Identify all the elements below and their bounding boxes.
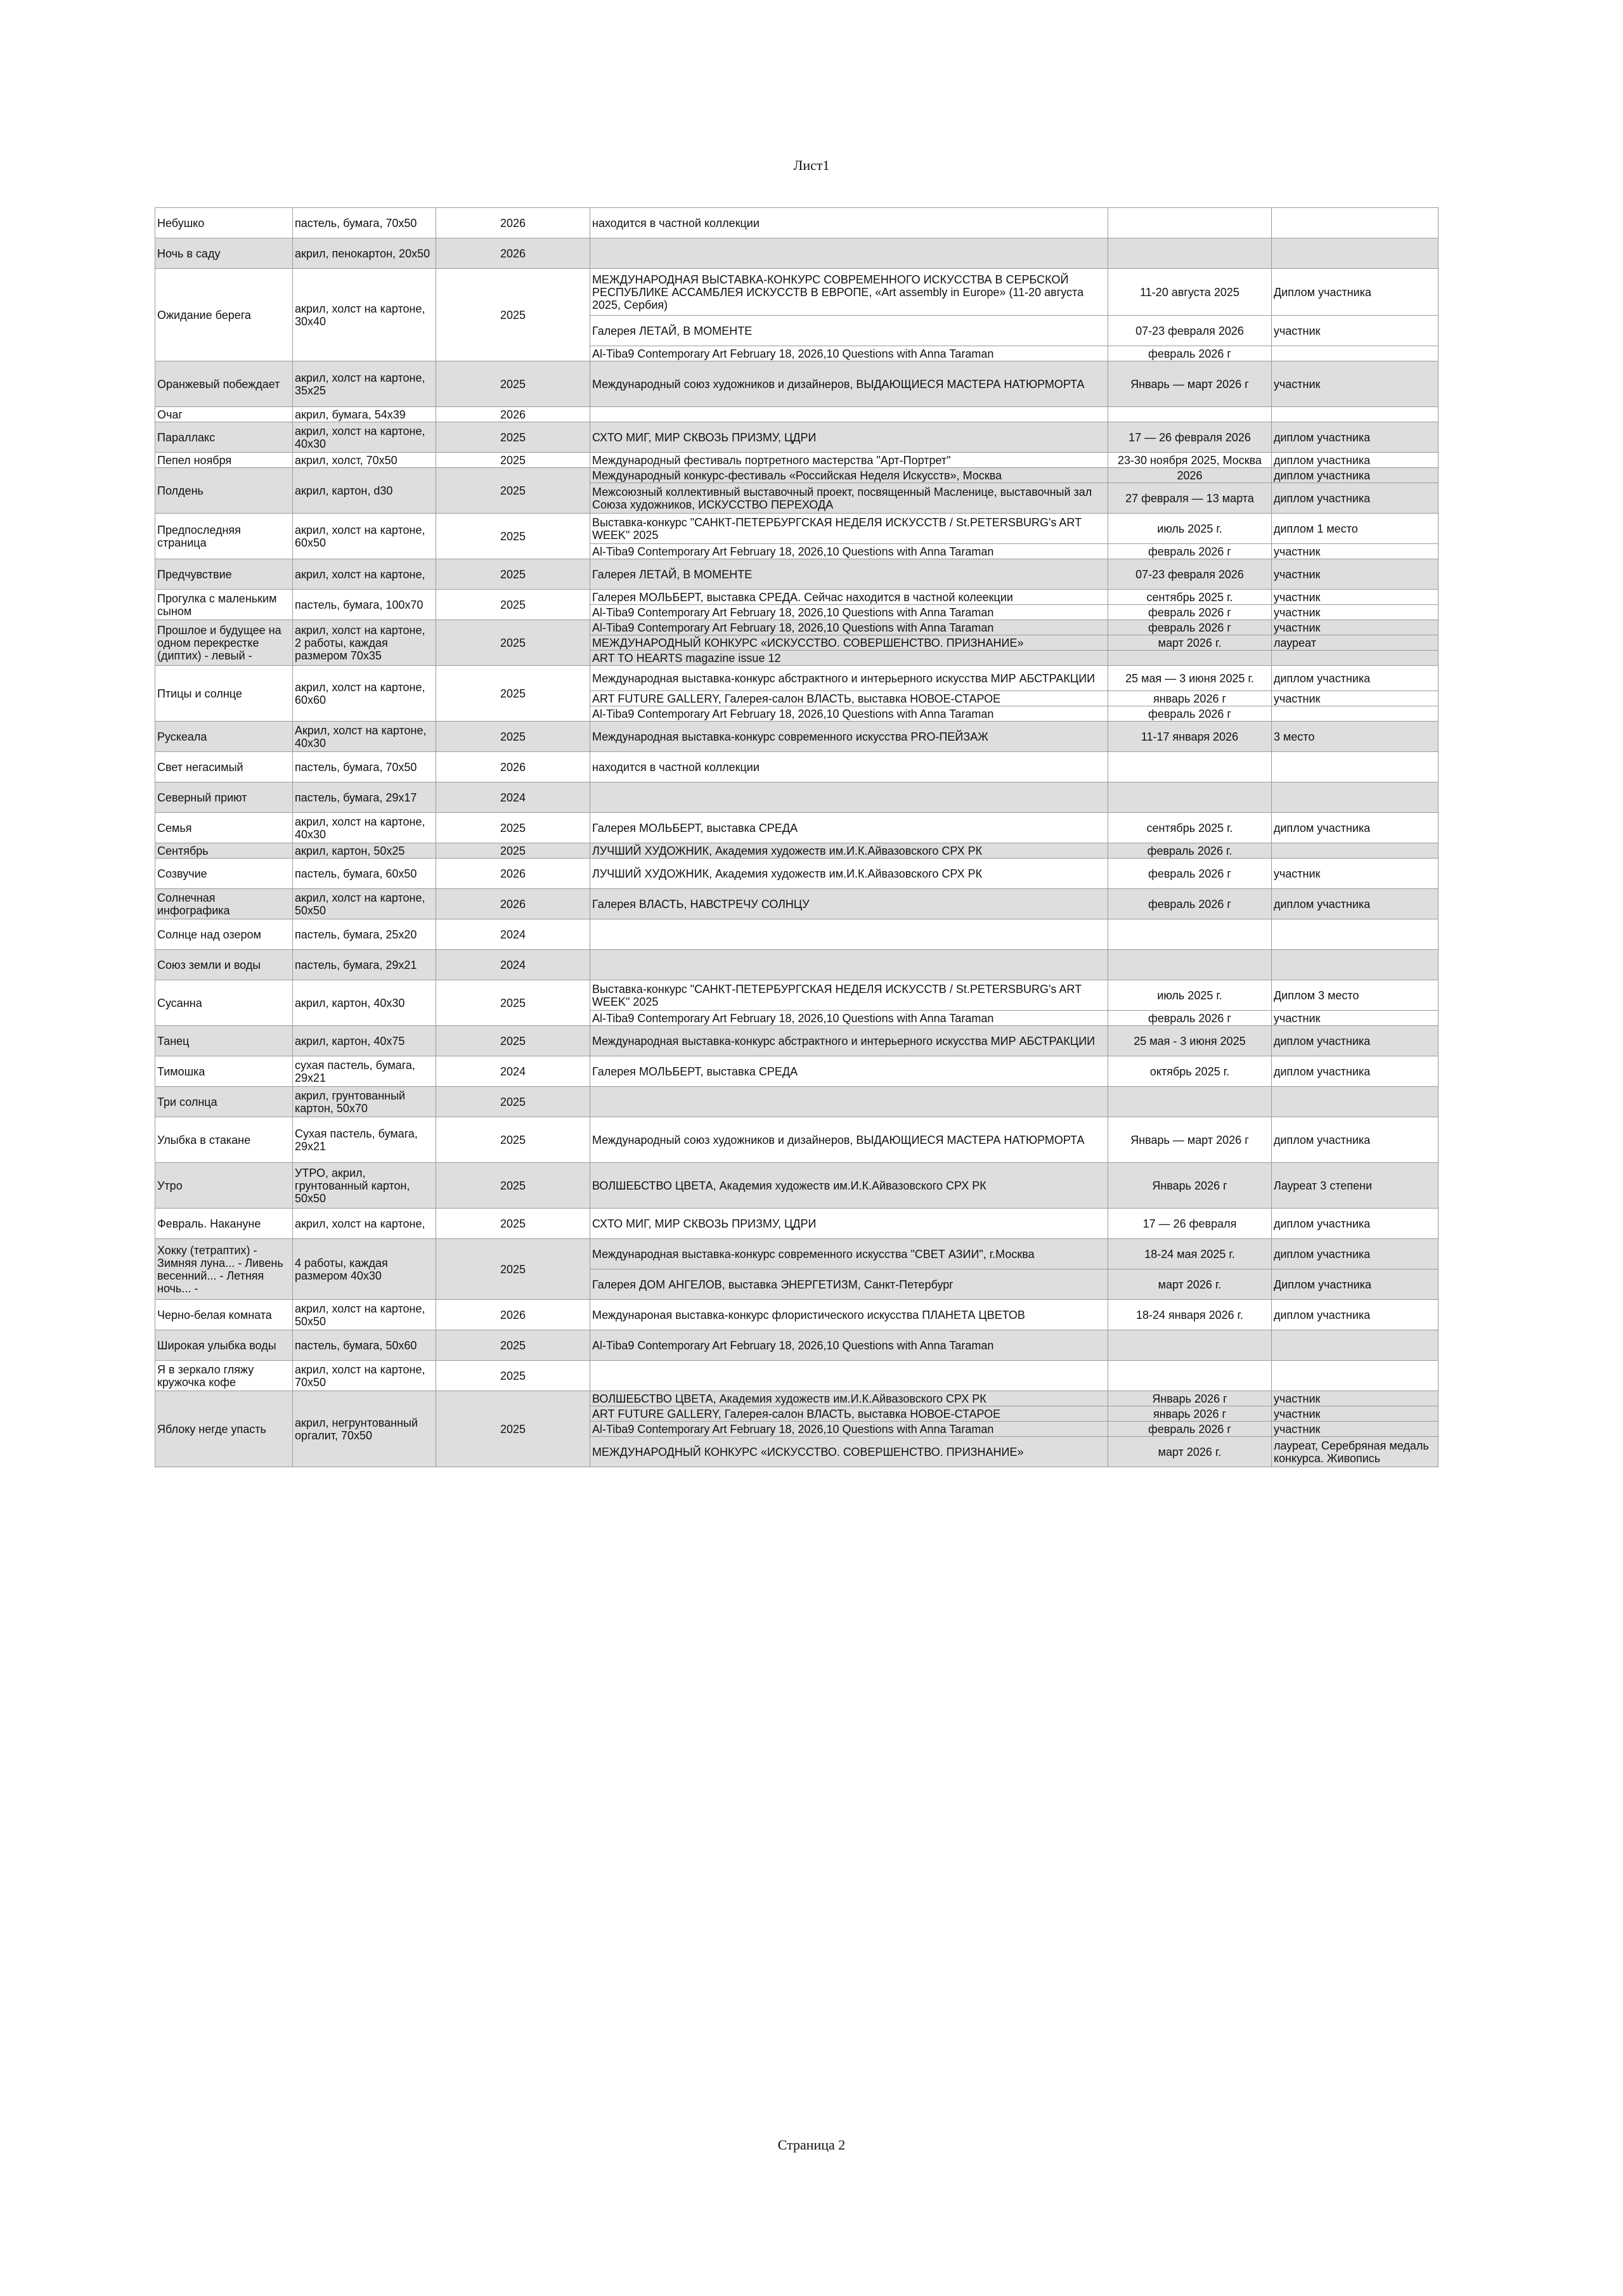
- year-cell: 2025: [436, 1026, 590, 1056]
- date-cell: март 2026 г.: [1108, 1437, 1272, 1467]
- material-cell: акрил, холст на картоне,: [293, 1209, 436, 1239]
- material-cell: акрил, холст на картоне,: [293, 559, 436, 590]
- event-cell: МЕЖДУНАРОДНЫЙ КОНКУРС «ИСКУССТВО. СОВЕРШЕНСТВО. ПРИЗНАНИЕ»: [590, 635, 1108, 651]
- year-cell: 2025: [436, 980, 590, 1026]
- table-row: [155, 859, 1439, 889]
- table-row: [155, 590, 1439, 605]
- artwork-title-cell: Семья: [155, 813, 293, 843]
- date-cell: [1108, 950, 1272, 980]
- result-cell: диплом участника: [1272, 1239, 1439, 1269]
- material-cell: акрил, бумага, 54х39: [293, 407, 436, 422]
- year-cell: 2026: [436, 752, 590, 782]
- table-row: [155, 1163, 1439, 1209]
- year-cell: 2025: [436, 590, 590, 620]
- artwork-title-cell: Три солнца: [155, 1087, 293, 1117]
- material-cell: акрил, холст на картоне, 30х40: [293, 269, 436, 361]
- date-cell: 07-23 февраля 2026: [1108, 316, 1272, 346]
- table-row: [155, 722, 1439, 752]
- year-cell: 2025: [436, 514, 590, 559]
- result-cell: диплом участника: [1272, 666, 1439, 691]
- artwork-title-cell: Птицы и солнце: [155, 666, 293, 722]
- date-cell: январь 2026 г: [1108, 1406, 1272, 1422]
- result-cell: диплом участника: [1272, 422, 1439, 453]
- date-cell: 11-20 августа 2025: [1108, 269, 1272, 316]
- material-cell: акрил, холст на картоне, 50х50: [293, 889, 436, 919]
- date-cell: [1108, 407, 1272, 422]
- artwork-title-cell: Ожидание берега: [155, 269, 293, 361]
- year-cell: 2025: [436, 722, 590, 752]
- event-cell: Галерея ЛЕТАЙ, В МОМЕНТЕ: [590, 316, 1108, 346]
- date-cell: 18-24 января 2026 г.: [1108, 1300, 1272, 1330]
- table-row: [155, 514, 1439, 544]
- year-cell: 2025: [436, 1239, 590, 1300]
- result-cell: [1272, 208, 1439, 238]
- result-cell: участник: [1272, 1422, 1439, 1437]
- event-cell: ЛУЧШИЙ ХУДОЖНИК, Академия художеств им.И.К.Айвазовского СРХ РК: [590, 843, 1108, 859]
- result-cell: лауреат, Серебряная медаль конкурса. Живопись: [1272, 1437, 1439, 1467]
- date-cell: 23-30 ноября 2025, Москва: [1108, 453, 1272, 468]
- artwork-title-cell: Прошлое и будущее на одном перекрестке (диптих) - левый -: [155, 620, 293, 666]
- result-cell: 3 место: [1272, 722, 1439, 752]
- material-cell: акрил, картон, 50х25: [293, 843, 436, 859]
- event-cell: Международная выставка-конкурс современного искусства PRO-ПЕЙЗАЖ: [590, 722, 1108, 752]
- date-cell: сентябрь 2025 г.: [1108, 590, 1272, 605]
- result-cell: [1272, 752, 1439, 782]
- date-cell: 27 февраля — 13 марта: [1108, 483, 1272, 514]
- date-cell: [1108, 1330, 1272, 1361]
- date-cell: февраль 2026 г: [1108, 1422, 1272, 1437]
- date-cell: Январь 2026 г: [1108, 1391, 1272, 1406]
- event-cell: Al-Tiba9 Contemporary Art February 18, 2026,10 Questions with Anna Taraman: [590, 706, 1108, 722]
- artwork-title-cell: Я в зеркало гляжу кружочка кофе: [155, 1361, 293, 1391]
- year-cell: 2025: [436, 1117, 590, 1163]
- sheet-title: Лист1: [793, 157, 830, 173]
- result-cell: диплом участника: [1272, 483, 1439, 514]
- event-cell: СХТО МИГ, МИР СКВОЗЬ ПРИЗМУ, ЦДРИ: [590, 422, 1108, 453]
- year-cell: 2026: [436, 407, 590, 422]
- result-cell: диплом участника: [1272, 1026, 1439, 1056]
- material-cell: пастель, бумага, 70х50: [293, 208, 436, 238]
- event-cell: Выставка-конкурс "САНКТ-ПЕТЕРБУРГСКАЯ НЕДЕЛЯ ИСКУССТВ / St.PETERSBURG's ART WEEK" 2025: [590, 514, 1108, 544]
- material-cell: пастель, бумага, 50х60: [293, 1330, 436, 1361]
- result-cell: [1272, 843, 1439, 859]
- date-cell: [1108, 238, 1272, 269]
- date-cell: июль 2025 г.: [1108, 980, 1272, 1011]
- material-cell: пастель, бумага, 25х20: [293, 919, 436, 950]
- table-row: [155, 919, 1439, 950]
- result-cell: диплом участника: [1272, 813, 1439, 843]
- artwork-title-cell: Небушко: [155, 208, 293, 238]
- result-cell: лауреат: [1272, 635, 1439, 651]
- material-cell: акрил, холст на картоне, 35х25: [293, 361, 436, 407]
- material-cell: акрил, холст на картоне, 50х50: [293, 1300, 436, 1330]
- result-cell: диплом участника: [1272, 1209, 1439, 1239]
- year-cell: 2025: [436, 843, 590, 859]
- table-row: [155, 468, 1439, 483]
- material-cell: Акрил, холст на картоне, 40х30: [293, 722, 436, 752]
- event-cell: Al-Tiba9 Contemporary Art February 18, 2026,10 Questions with Anna Taraman: [590, 544, 1108, 559]
- event-cell: ART TO HEARTS magazine issue 12: [590, 651, 1108, 666]
- result-cell: [1272, 919, 1439, 950]
- artwork-title-cell: Северный приют: [155, 782, 293, 813]
- event-cell: ART FUTURE GALLERY, Галерея-салон ВЛАСТЬ, выставка НОВОЕ-СТАРОЕ: [590, 691, 1108, 706]
- artwork-title-cell: Параллакс: [155, 422, 293, 453]
- year-cell: 2024: [436, 950, 590, 980]
- event-cell: Al-Tiba9 Contemporary Art February 18, 2026,10 Questions with Anna Taraman: [590, 1330, 1108, 1361]
- date-cell: февраль 2026 г: [1108, 1011, 1272, 1026]
- material-cell: пастель, бумага, 29х17: [293, 782, 436, 813]
- event-cell: ЛУЧШИЙ ХУДОЖНИК, Академия художеств им.И.К.Айвазовского СРХ РК: [590, 859, 1108, 889]
- table-row: [155, 1330, 1439, 1361]
- result-cell: [1272, 651, 1439, 666]
- result-cell: [1272, 706, 1439, 722]
- result-cell: участник: [1272, 1406, 1439, 1422]
- result-cell: участник: [1272, 691, 1439, 706]
- material-cell: 4 работы, каждая размером 40х30: [293, 1239, 436, 1300]
- artwork-title-cell: Пепел ноября: [155, 453, 293, 468]
- date-cell: февраль 2026 г: [1108, 706, 1272, 722]
- event-cell: [590, 782, 1108, 813]
- material-cell: пастель, бумага, 60х50: [293, 859, 436, 889]
- result-cell: [1272, 782, 1439, 813]
- event-cell: [590, 1361, 1108, 1391]
- event-cell: Al-Tiba9 Contemporary Art February 18, 2026,10 Questions with Anna Taraman: [590, 605, 1108, 620]
- artwork-title-cell: Предпоследняя страница: [155, 514, 293, 559]
- material-cell: Сухая пастель, бумага, 29х21: [293, 1117, 436, 1163]
- year-cell: 2025: [436, 1391, 590, 1467]
- date-cell: [1108, 1361, 1272, 1391]
- year-cell: 2025: [436, 361, 590, 407]
- material-cell: акрил, холст на картоне, 70х50: [293, 1361, 436, 1391]
- event-cell: Международный союз художников и дизайнеров, ВЫДАЮЩИЕСЯ МАСТЕРА НАТЮРМОРТА: [590, 1117, 1108, 1163]
- material-cell: акрил, холст на картоне, 40х30: [293, 422, 436, 453]
- event-cell: Международная выставка-конкурс абстрактного и интерьерного искусства МИР АБСТРАКЦИИ: [590, 1026, 1108, 1056]
- year-cell: 2026: [436, 1300, 590, 1330]
- year-cell: 2025: [436, 1163, 590, 1209]
- event-cell: Международный фестиваль портретного мастерства "Арт-Портрет": [590, 453, 1108, 468]
- artwork-title-cell: Сусанна: [155, 980, 293, 1026]
- material-cell: акрил, холст на картоне, 2 работы, каждая размером 70х35: [293, 620, 436, 666]
- material-cell: акрил, картон, d30: [293, 468, 436, 514]
- date-cell: февраль 2026 г: [1108, 859, 1272, 889]
- material-cell: УТРО, акрил, грунтованный картон, 50х50: [293, 1163, 436, 1209]
- event-cell: [590, 950, 1108, 980]
- result-cell: участник: [1272, 544, 1439, 559]
- artwork-title-cell: Сентябрь: [155, 843, 293, 859]
- date-cell: март 2026 г.: [1108, 635, 1272, 651]
- result-cell: участник: [1272, 559, 1439, 590]
- event-cell: МЕЖДУНАРОДНАЯ ВЫСТАВКА-КОНКУРС СОВРЕМЕННОГО ИСКУССТВА В СЕРБСКОЙ РЕСПУБЛИКЕ АССАМБЛЕЯ ИСКУССТВ В ЕВРОПЕ, «Art assembly in Europe» (11-20 августа 2025, Сербия): [590, 269, 1108, 316]
- result-cell: [1272, 1361, 1439, 1391]
- material-cell: акрил, пенокартон, 20х50: [293, 238, 436, 269]
- result-cell: диплом 1 место: [1272, 514, 1439, 544]
- year-cell: 2026: [436, 889, 590, 919]
- year-cell: 2025: [436, 1087, 590, 1117]
- artwork-title-cell: Широкая улыбка воды: [155, 1330, 293, 1361]
- table-row: [155, 422, 1439, 453]
- date-cell: сентябрь 2025 г.: [1108, 813, 1272, 843]
- table-row: [155, 238, 1439, 269]
- artwork-title-cell: Оранжевый побеждает: [155, 361, 293, 407]
- artwork-title-cell: Черно-белая комната: [155, 1300, 293, 1330]
- year-cell: 2026: [436, 238, 590, 269]
- date-cell: 2026: [1108, 468, 1272, 483]
- artwork-title-cell: Улыбка в стакане: [155, 1117, 293, 1163]
- event-cell: Галерея МОЛЬБЕРТ, выставка СРЕДА: [590, 1056, 1108, 1087]
- event-cell: [590, 919, 1108, 950]
- date-cell: [1108, 782, 1272, 813]
- event-cell: Галерея МОЛЬБЕРТ, выставка СРЕДА. Сейчас находится в частной колеекции: [590, 590, 1108, 605]
- result-cell: участник: [1272, 1391, 1439, 1406]
- material-cell: акрил, холст на картоне, 60х60: [293, 666, 436, 722]
- result-cell: Лауреат 3 степени: [1272, 1163, 1439, 1209]
- year-cell: 2025: [436, 468, 590, 514]
- table-row: [155, 980, 1439, 1011]
- event-cell: МЕЖДУНАРОДНЫЙ КОНКУРС «ИСКУССТВО. СОВЕРШЕНСТВО. ПРИЗНАНИЕ»: [590, 1437, 1108, 1467]
- event-cell: [590, 1087, 1108, 1117]
- date-cell: февраль 2026 г: [1108, 889, 1272, 919]
- result-cell: диплом участника: [1272, 1117, 1439, 1163]
- result-cell: [1272, 346, 1439, 361]
- event-cell: Al-Tiba9 Contemporary Art February 18, 2026,10 Questions with Anna Taraman: [590, 1422, 1108, 1437]
- date-cell: 11-17 января 2026: [1108, 722, 1272, 752]
- event-cell: [590, 238, 1108, 269]
- result-cell: [1272, 407, 1439, 422]
- year-cell: 2024: [436, 782, 590, 813]
- date-cell: Январь 2026 г: [1108, 1163, 1272, 1209]
- table-row: [155, 559, 1439, 590]
- artwork-title-cell: Прогулка с маленьким сыном: [155, 590, 293, 620]
- date-cell: [1108, 752, 1272, 782]
- date-cell: январь 2026 г: [1108, 691, 1272, 706]
- material-cell: акрил, холст на картоне, 40х30: [293, 813, 436, 843]
- year-cell: 2026: [436, 859, 590, 889]
- material-cell: акрил, негрунтованный оргалит, 70х50: [293, 1391, 436, 1467]
- date-cell: Январь — март 2026 г: [1108, 1117, 1272, 1163]
- year-cell: 2025: [436, 269, 590, 361]
- material-cell: пастель, бумага, 100х70: [293, 590, 436, 620]
- event-cell: Международная выставка-конкурс абстрактного и интерьерного искусства МИР АБСТРАКЦИИ: [590, 666, 1108, 691]
- date-cell: февраль 2026 г.: [1108, 843, 1272, 859]
- date-cell: 07-23 февраля 2026: [1108, 559, 1272, 590]
- year-cell: 2025: [436, 813, 590, 843]
- result-cell: Диплом 3 место: [1272, 980, 1439, 1011]
- event-cell: Межсоюзный коллективный выставочный проект, посвященный Масленице, выставочный зал Союза художников, ИСКУССТВО ПЕРЕХОДА: [590, 483, 1108, 514]
- artwork-title-cell: Хокку (тетраптих) - Зимняя луна... - Ливень весенний... - Летняя ночь... -: [155, 1239, 293, 1300]
- result-cell: участник: [1272, 620, 1439, 635]
- event-cell: Выставка-конкурс "САНКТ-ПЕТЕРБУРГСКАЯ НЕДЕЛЯ ИСКУССТВ / St.PETERSBURG's ART WEEK" 2025: [590, 980, 1108, 1011]
- table-row: [155, 361, 1439, 407]
- result-cell: [1272, 238, 1439, 269]
- works-table: [155, 207, 1439, 1467]
- year-cell: 2025: [436, 1330, 590, 1361]
- event-cell: Галерея ДОМ АНГЕЛОВ, выставка ЭНЕРГЕТИЗМ, Санкт-Петербург: [590, 1269, 1108, 1300]
- event-cell: СХТО МИГ, МИР СКВОЗЬ ПРИЗМУ, ЦДРИ: [590, 1209, 1108, 1239]
- event-cell: находится в частной коллекции: [590, 752, 1108, 782]
- event-cell: Галерея ЛЕТАЙ, В МОМЕНТЕ: [590, 559, 1108, 590]
- table-row: [155, 208, 1439, 238]
- works-table-body: [155, 208, 1439, 1467]
- event-cell: находится в частной коллекции: [590, 208, 1108, 238]
- artwork-title-cell: Союз земли и воды: [155, 950, 293, 980]
- artwork-title-cell: Ночь в саду: [155, 238, 293, 269]
- table-row: [155, 1300, 1439, 1330]
- event-cell: Международный союз художников и дизайнеров, ВЫДАЮЩИЕСЯ МАСТЕРА НАТЮРМОРТА: [590, 361, 1108, 407]
- artwork-title-cell: Полдень: [155, 468, 293, 514]
- table-row: [155, 1026, 1439, 1056]
- artwork-title-cell: Солнечная инфографика: [155, 889, 293, 919]
- artwork-title-cell: Очаг: [155, 407, 293, 422]
- table-row: [155, 269, 1439, 316]
- date-cell: 25 мая - 3 июня 2025: [1108, 1026, 1272, 1056]
- table-row: [155, 752, 1439, 782]
- event-cell: ART FUTURE GALLERY, Галерея-салон ВЛАСТЬ, выставка НОВОЕ-СТАРОЕ: [590, 1406, 1108, 1422]
- table-row: [155, 407, 1439, 422]
- date-cell: Январь — март 2026 г: [1108, 361, 1272, 407]
- result-cell: участник: [1272, 859, 1439, 889]
- table-row: [155, 666, 1439, 691]
- table-row: [155, 889, 1439, 919]
- result-cell: диплом участника: [1272, 453, 1439, 468]
- event-cell: ВОЛШЕБСТВО ЦВЕТА, Академия художеств им.И.К.Айвазовского СРХ РК: [590, 1391, 1108, 1406]
- table-row: [155, 843, 1439, 859]
- result-cell: [1272, 950, 1439, 980]
- date-cell: 18-24 мая 2025 г.: [1108, 1239, 1272, 1269]
- year-cell: 2025: [436, 422, 590, 453]
- result-cell: Диплом участника: [1272, 269, 1439, 316]
- artwork-title-cell: Предчувствие: [155, 559, 293, 590]
- material-cell: акрил, грунтованный картон, 50х70: [293, 1087, 436, 1117]
- result-cell: [1272, 1330, 1439, 1361]
- year-cell: 2025: [436, 1209, 590, 1239]
- material-cell: акрил, холст на картоне, 60х50: [293, 514, 436, 559]
- artwork-title-cell: Солнце над озером: [155, 919, 293, 950]
- result-cell: Диплом участника: [1272, 1269, 1439, 1300]
- year-cell: 2025: [436, 559, 590, 590]
- date-cell: 25 мая — 3 июня 2025 г.: [1108, 666, 1272, 691]
- year-cell: 2025: [436, 666, 590, 722]
- event-cell: ВОЛШЕБСТВО ЦВЕТА, Академия художеств им.И.К.Айвазовского СРХ РК: [590, 1163, 1108, 1209]
- table-row: [155, 1361, 1439, 1391]
- table-row: [155, 620, 1439, 635]
- date-cell: февраль 2026 г: [1108, 544, 1272, 559]
- material-cell: акрил, холст, 70х50: [293, 453, 436, 468]
- event-cell: [590, 407, 1108, 422]
- result-cell: участник: [1272, 605, 1439, 620]
- event-cell: Междунароная выставка-конкурс флористического искусства ПЛАНЕТА ЦВЕТОВ: [590, 1300, 1108, 1330]
- event-cell: Галерея ВЛАСТЬ, НАВСТРЕЧУ СОЛНЦУ: [590, 889, 1108, 919]
- event-cell: Международная выставка-конкурс современного искусства "СВЕТ АЗИИ", г.Москва: [590, 1239, 1108, 1269]
- page-number: Страница 2: [777, 2137, 846, 2153]
- result-cell: участник: [1272, 1011, 1439, 1026]
- table-row: [155, 453, 1439, 468]
- date-cell: июль 2025 г.: [1108, 514, 1272, 544]
- event-cell: Al-Tiba9 Contemporary Art February 18, 2026,10 Questions with Anna Taraman: [590, 620, 1108, 635]
- event-cell: Al-Tiba9 Contemporary Art February 18, 2026,10 Questions with Anna Taraman: [590, 1011, 1108, 1026]
- artwork-title-cell: Утро: [155, 1163, 293, 1209]
- table-row: [155, 1056, 1439, 1087]
- material-cell: акрил, картон, 40х75: [293, 1026, 436, 1056]
- table-row: [155, 1391, 1439, 1406]
- date-cell: 17 — 26 февраля: [1108, 1209, 1272, 1239]
- event-cell: Al-Tiba9 Contemporary Art February 18, 2026,10 Questions with Anna Taraman: [590, 346, 1108, 361]
- result-cell: диплом участника: [1272, 468, 1439, 483]
- result-cell: диплом участника: [1272, 1056, 1439, 1087]
- date-cell: февраль 2026 г: [1108, 346, 1272, 361]
- material-cell: пастель, бумага, 70х50: [293, 752, 436, 782]
- year-cell: 2025: [436, 453, 590, 468]
- artwork-title-cell: Яблоку негде упасть: [155, 1391, 293, 1467]
- date-cell: февраль 2026 г: [1108, 605, 1272, 620]
- table-row: [155, 813, 1439, 843]
- year-cell: 2026: [436, 208, 590, 238]
- artwork-title-cell: Танец: [155, 1026, 293, 1056]
- date-cell: октябрь 2025 г.: [1108, 1056, 1272, 1087]
- event-cell: Галерея МОЛЬБЕРТ, выставка СРЕДА: [590, 813, 1108, 843]
- date-cell: март 2026 г.: [1108, 1269, 1272, 1300]
- date-cell: [1108, 651, 1272, 666]
- artwork-title-cell: Свет негасимый: [155, 752, 293, 782]
- table-row: [155, 1087, 1439, 1117]
- table-row: [155, 950, 1439, 980]
- event-cell: Международный конкурс-фестиваль «Российская Неделя Искусств», Москва: [590, 468, 1108, 483]
- material-cell: акрил, картон, 40х30: [293, 980, 436, 1026]
- artwork-title-cell: Созвучие: [155, 859, 293, 889]
- material-cell: сухая пастель, бумага, 29х21: [293, 1056, 436, 1087]
- artwork-title-cell: Тимошка: [155, 1056, 293, 1087]
- date-cell: [1108, 919, 1272, 950]
- artwork-title-cell: Рускеала: [155, 722, 293, 752]
- table-row: [155, 1117, 1439, 1163]
- result-cell: диплом участника: [1272, 889, 1439, 919]
- date-cell: 17 — 26 февраля 2026: [1108, 422, 1272, 453]
- artwork-title-cell: Февраль. Накануне: [155, 1209, 293, 1239]
- year-cell: 2025: [436, 1361, 590, 1391]
- date-cell: [1108, 208, 1272, 238]
- table-row: [155, 1209, 1439, 1239]
- result-cell: участник: [1272, 316, 1439, 346]
- result-cell: [1272, 1087, 1439, 1117]
- year-cell: 2024: [436, 1056, 590, 1087]
- date-cell: февраль 2026 г: [1108, 620, 1272, 635]
- result-cell: участник: [1272, 361, 1439, 407]
- material-cell: пастель, бумага, 29х21: [293, 950, 436, 980]
- table-row: [155, 782, 1439, 813]
- result-cell: диплом участника: [1272, 1300, 1439, 1330]
- result-cell: участник: [1272, 590, 1439, 605]
- year-cell: 2024: [436, 919, 590, 950]
- date-cell: [1108, 1087, 1272, 1117]
- table-row: [155, 1239, 1439, 1269]
- year-cell: 2025: [436, 620, 590, 666]
